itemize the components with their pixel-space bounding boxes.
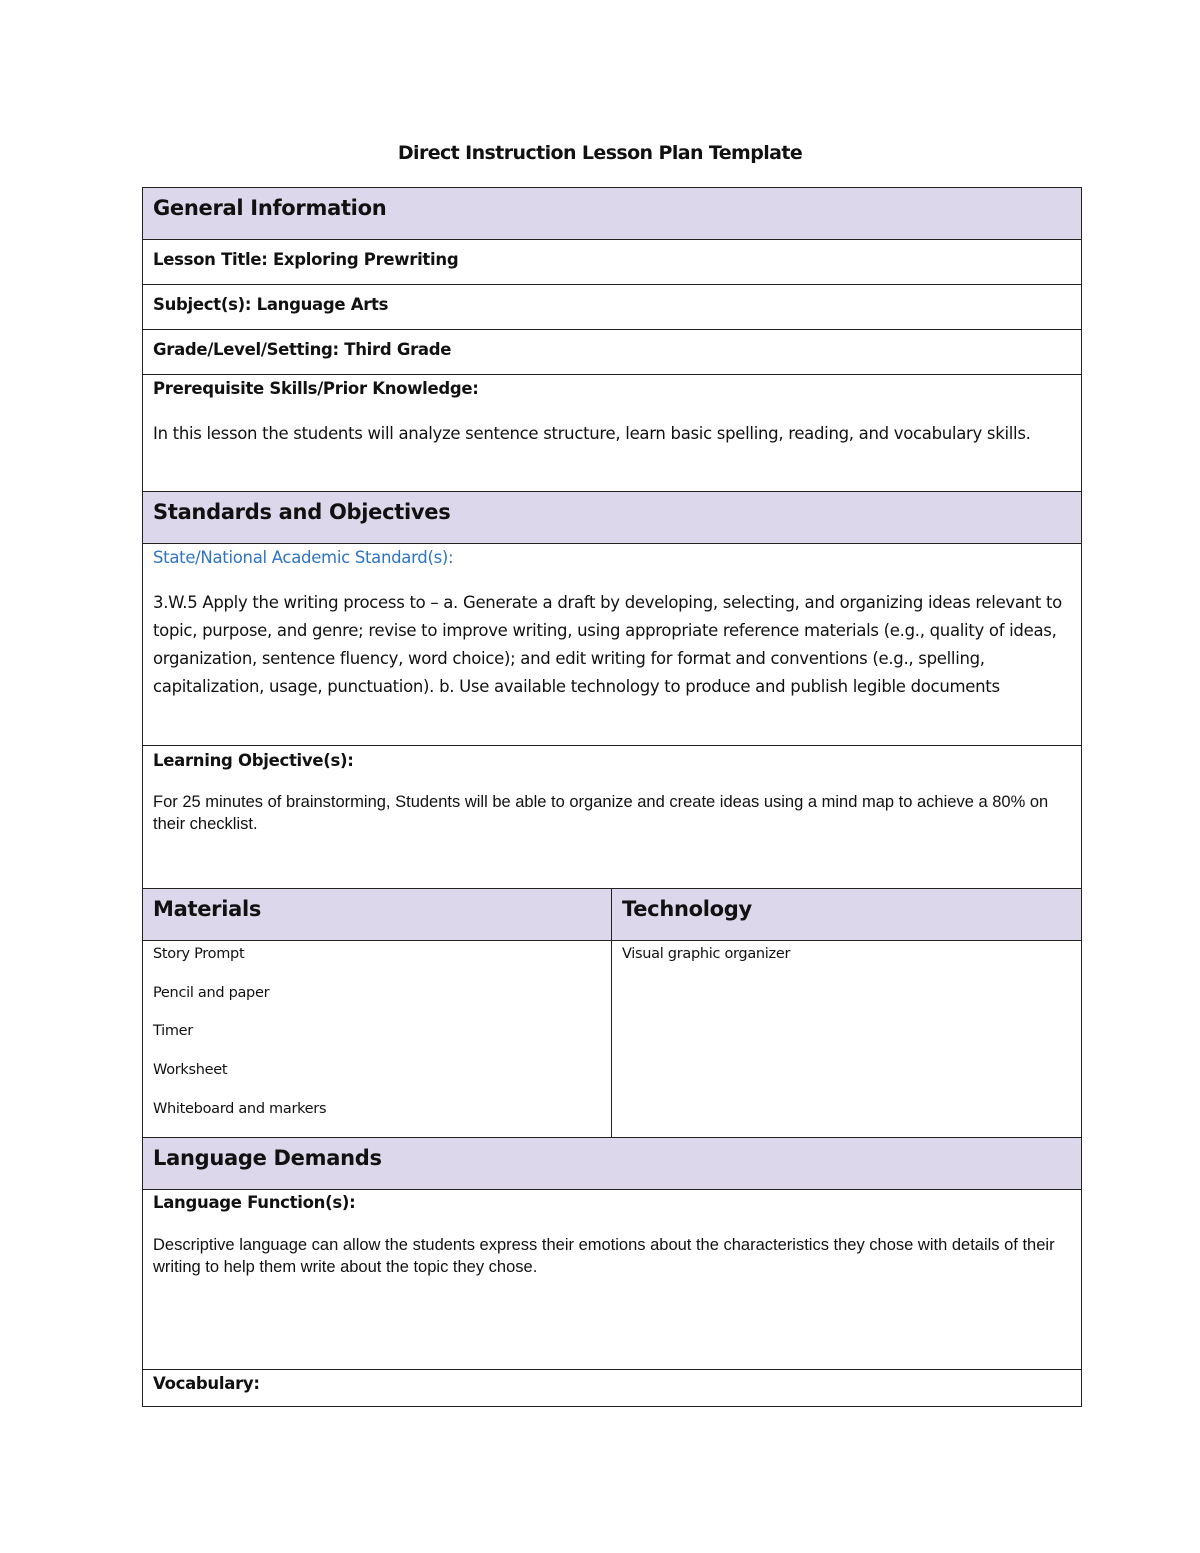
- objectives-row: [143, 746, 1082, 889]
- general-information-header-row: [143, 188, 1082, 240]
- materials-cell: [143, 941, 612, 1138]
- technology-cell: [612, 941, 1082, 1138]
- list-item: Worksheet: [153, 1062, 228, 1079]
- materials-technology-row: [143, 941, 1082, 1138]
- language-functions-cell: [143, 1190, 1082, 1370]
- list-item: Timer: [153, 1023, 193, 1040]
- prerequisite-text: In this lesson the students will analyze sentence structure, learn basic spelling, reading, and vocabulary skills.: [153, 424, 1031, 443]
- list-item: Pencil and paper: [153, 984, 270, 1001]
- vocabulary-row: [143, 1370, 1082, 1407]
- objectives-label: Learning Objective(s):: [153, 751, 354, 770]
- standards-objectives-header-row: [143, 492, 1082, 544]
- list-item: Visual graphic organizer: [622, 946, 791, 962]
- list-item: Whiteboard and markers: [153, 1100, 327, 1117]
- prerequisite-row: [143, 375, 1082, 492]
- standards-label: State/National Academic Standard(s):: [153, 548, 454, 567]
- language-functions-row: [143, 1190, 1082, 1370]
- language-functions-text: Descriptive language can allow the students express their emotions about the characteristics they chose with details of their writing to help them write about the topic they chose.: [153, 1236, 1055, 1277]
- general-information-heading: General Information: [143, 188, 1082, 240]
- standards-objectives-heading: Standards and Objectives: [143, 492, 1082, 544]
- document-title: Direct Instruction Lesson Plan Template: [397, 142, 803, 164]
- language-functions-label: Language Function(s):: [153, 1193, 356, 1213]
- list-item: Story Prompt: [153, 946, 245, 962]
- technology-list: [622, 944, 1071, 983]
- subjects: Subject(s): Language Arts: [143, 285, 1082, 330]
- lesson-title-row: [143, 240, 1082, 285]
- standards-text: 3.W.5 Apply the writing process to – a. Generate a draft by developing, selecting, and organizing ideas relevant to topic, purpose, and genre; revise to improve writing, using appropriate reference materials (e.g., quality of ideas, organization, sentence fluency, word choice); and edit writing for format and conventions (e.g., spelling, capitalization, usage, punctuation). b. Use available technology to produce and publish legible documents: [153, 593, 1062, 696]
- lesson-title: Lesson Title: Exploring Prewriting: [143, 240, 1082, 285]
- lesson-plan-table: [142, 187, 1082, 1407]
- standards-cell: [143, 544, 1082, 746]
- vocabulary-label: Vocabulary:: [143, 1370, 1082, 1407]
- grade-level-setting: Grade/Level/Setting: Third Grade: [143, 330, 1082, 375]
- materials-list: [153, 944, 601, 1137]
- prerequisite-cell: [143, 375, 1082, 492]
- standards-row: [143, 544, 1082, 746]
- language-demands-heading: Language Demands: [143, 1138, 1082, 1190]
- objectives-text: For 25 minutes of brainstorming, Students will be able to organize and create ideas using a mind map to achieve a 80% on their checklist.: [153, 793, 1049, 833]
- objectives-cell: [143, 746, 1082, 889]
- language-demands-header-row: [143, 1138, 1082, 1190]
- prerequisite-label: Prerequisite Skills/Prior Knowledge:: [153, 379, 479, 398]
- materials-heading: Materials: [143, 889, 612, 941]
- materials-technology-header-row: [143, 889, 1082, 941]
- technology-heading: Technology: [612, 889, 1082, 941]
- subjects-row: [143, 285, 1082, 330]
- grade-level-row: [143, 330, 1082, 375]
